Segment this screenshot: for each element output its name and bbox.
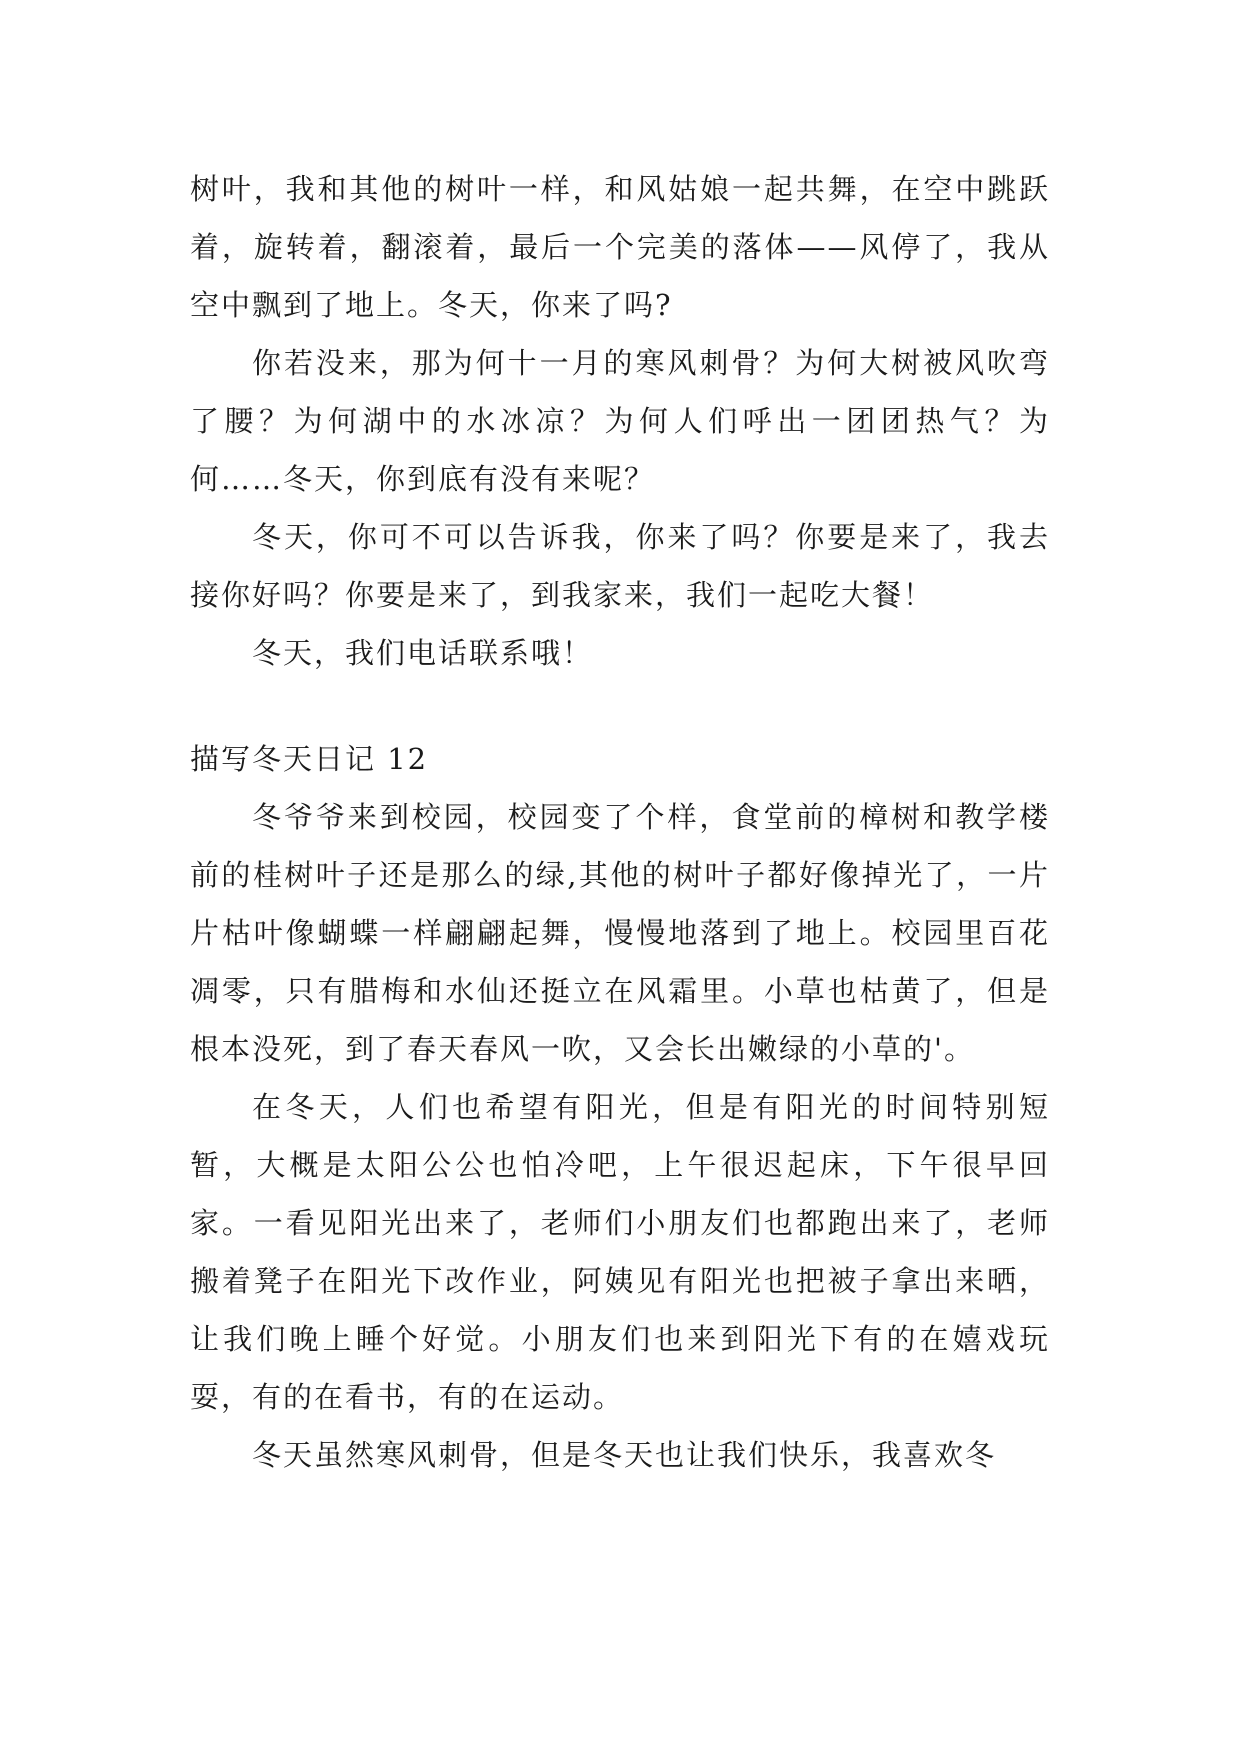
paragraph: 你若没来，那为何十一月的寒风刺骨？为何大树被风吹弯了腰？为何湖中的水冰凉？为何人们呼出一团团热气？为何……冬天，你到底有没有来呢？	[190, 346, 1050, 496]
section-title: 描写冬天日记 12	[190, 742, 429, 776]
paragraph: 在冬天，人们也希望有阳光，但是有阳光的时间特别短暂，大概是太阳公公也怕冷吧，上午很迟起床，下午很早回家。一看见阳光出来了，老师们小朋友们也都跑出来了，老师搬着凳子在阳光下改作业，阿姨见有阳光也把被子拿出来晒，让我们晚上睡个好觉。小朋友们也来到阳光下有的在嬉戏玩耍，有的在看书，有的在运动。	[190, 1090, 1050, 1414]
document-body	[190, 160, 1050, 1484]
paragraph: 冬天，我们电话联系哦！	[252, 636, 594, 670]
paragraph: 冬天虽然寒风刺骨，但是冬天也让我们快乐，我喜欢冬	[252, 1438, 997, 1472]
paragraph: 冬天，你可不可以告诉我，你来了吗？你要是来了，我去接你好吗？你要是来了，到我家来，我们一起吃大餐！	[190, 520, 1050, 612]
section-spacer	[190, 682, 1050, 730]
paragraph: 树叶，我和其他的树叶一样，和风姑娘一起共舞，在空中跳跃着，旋转着，翻滚着，最后一个完美的落体——风停了，我从空中飘到了地上。冬天，你来了吗?	[190, 172, 1050, 322]
paragraph: 冬爷爷来到校园，校园变了个样，食堂前的樟树和教学楼前的桂树叶子还是那么的绿,其他的树叶子都好像掉光了，一片片枯叶像蝴蝶一样翩翩起舞，慢慢地落到了地上。校园里百花凋零，只有腊梅和水仙还挺立在风霜里。小草也枯黄了，但是根本没死，到了春天春风一吹，又会长出嫩绿的小草的'。	[190, 800, 1050, 1066]
